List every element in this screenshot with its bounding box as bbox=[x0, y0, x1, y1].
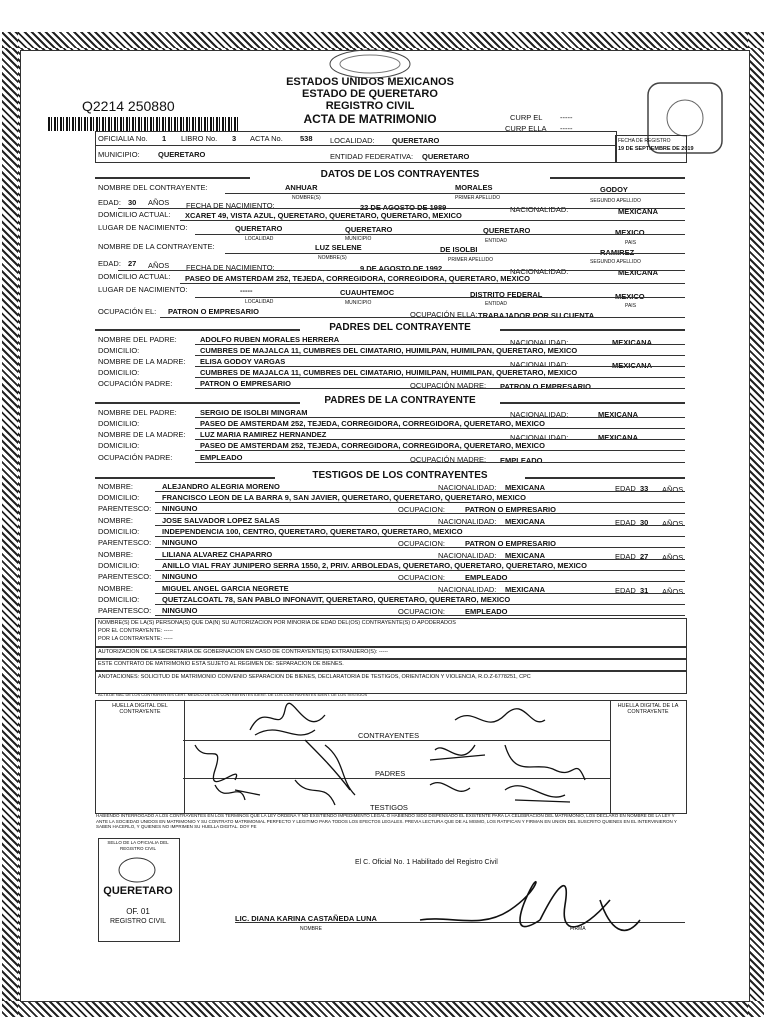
testigo-parentesco: NINGUNO bbox=[162, 606, 198, 615]
label-testigo-nacionalidad: NACIONALIDAD: bbox=[438, 517, 497, 526]
padre-el-nacionalidad: MEXICANA bbox=[612, 338, 653, 347]
label-testigo-nombre: NOMBRE: bbox=[98, 550, 134, 559]
ella-lugar-localidad: ----- bbox=[240, 286, 253, 295]
padre-ella-ocupacion: EMPLEADO bbox=[200, 453, 243, 462]
acta-value: 538 bbox=[300, 134, 313, 143]
padre-ella-nombre: SERGIO DE ISOLBI MINGRAM bbox=[200, 408, 308, 417]
label-lugar-nac: LUGAR DE NACIMIENTO: bbox=[98, 223, 188, 232]
label-nacionalidad-ella: NACIONALIDAD: bbox=[510, 267, 569, 276]
el-lugar-municipio: QUERETARO bbox=[345, 225, 393, 234]
handwritten-signatures bbox=[185, 700, 605, 812]
localidad-value: QUERETARO bbox=[392, 136, 440, 145]
testigo-ocupacion: EMPLEADO bbox=[465, 573, 508, 582]
label-nac-madre-el: NACIONALIDAD: bbox=[510, 360, 569, 369]
label-nombre-padre: NOMBRE DEL PADRE: bbox=[98, 335, 177, 344]
ella-domicilio: PASEO DE AMSTERDAM 252, TEJEDA, CORREGIDORA, CORREGIDORA, QUERETARO, MEXICO bbox=[185, 274, 530, 283]
label-testigo-nombre: NOMBRE: bbox=[98, 584, 134, 593]
label-domicilio-madre-el: DOMICILIO: bbox=[98, 368, 140, 377]
label-nombre-contrayente: NOMBRE DEL CONTRAYENTE: bbox=[98, 183, 208, 192]
oficial-caption: El C. Oficial No. 1 Habilitado del Registro Civil bbox=[355, 859, 498, 866]
caption-localidad-ella: LOCALIDAD bbox=[245, 299, 274, 305]
label-domicilio-actual: DOMICILIO ACTUAL: bbox=[98, 210, 171, 219]
label-testigo-edad: EDAD bbox=[615, 484, 636, 493]
label-testigo-domicilio: DOMICILIO: bbox=[98, 595, 140, 604]
testigo-edad: 31 bbox=[640, 586, 649, 595]
label-testigos: TESTIGOS bbox=[370, 803, 408, 812]
autorizacion-text: NOMBRE(S) DE LA(S) PERSONA(S) QUE DA(N) SU AUTORIZACION POR MINORIA DE EDAD DEL(OS) CONTRAYENTE(S) O APODERADOS bbox=[98, 620, 456, 626]
testigo-nacionalidad: MEXICANA bbox=[505, 483, 546, 492]
caption-primer-apellido: PRIMER APELLIDO bbox=[455, 195, 501, 201]
testigo-edad: 33 bbox=[640, 484, 649, 493]
libro-label: LIBRO No. bbox=[181, 134, 218, 143]
label-nombre-madre-ella: NOMBRE DE LA MADRE: bbox=[98, 430, 186, 439]
madre-el-nombre: ELISA GODOY VARGAS bbox=[200, 357, 286, 366]
label-ocup-padre-el: OCUPACIÓN PADRE: bbox=[98, 379, 173, 388]
caption-municipio-ella: MUNICIPIO bbox=[345, 300, 372, 306]
label-testigo-edad: EDAD bbox=[615, 586, 636, 595]
el-nacionalidad: MEXICANA bbox=[618, 207, 659, 216]
oficial-signature bbox=[410, 860, 650, 945]
caption-entidad-ella: ENTIDAD bbox=[485, 301, 507, 307]
label-testigo-parentesco: PARENTESCO: bbox=[98, 572, 152, 581]
label-testigo-parentesco: PARENTESCO: bbox=[98, 606, 152, 615]
label-testigo-parentesco: PARENTESCO: bbox=[98, 538, 152, 547]
madre-el-domicilio: CUMBRES DE MAJALCA 11, CUMBRES DEL CIMATARIO, HUIMILPAN, HUIMILPAN, QUERETARO, MEXICO bbox=[200, 368, 578, 377]
caption-municipio: MUNICIPIO bbox=[345, 236, 372, 242]
label-testigo-anos: AÑOS bbox=[662, 485, 684, 494]
el-domicilio: XCARET 49, VISTA AZUL, QUERETARO, QUERETARO, QUERETARO, MEXICO bbox=[185, 211, 462, 220]
huella-el-label: HUELLA DIGITAL DEL CONTRAYENTE bbox=[112, 703, 168, 715]
regimen-text: ESTE CONTRATO DE MATRIMONIO ESTA SUJETO AL REGIMEN DE: SEPARACION DE BIENES. bbox=[98, 661, 344, 667]
label-testigo-domicilio: DOMICILIO: bbox=[98, 561, 140, 570]
testigo-parentesco: NINGUNO bbox=[162, 538, 198, 547]
curp-ella-value: ----- bbox=[560, 124, 573, 133]
testigo-parentesco: NINGUNO bbox=[162, 504, 198, 513]
testigo-nombre: JOSE SALVADOR LOPEZ SALAS bbox=[162, 516, 280, 525]
testigo-parentesco: NINGUNO bbox=[162, 572, 198, 581]
testigo-nombre: ALEJANDRO ALEGRIA MORENO bbox=[162, 482, 280, 491]
label-testigo-edad: EDAD bbox=[615, 552, 636, 561]
el-ocupacion: PATRON O EMPRESARIO bbox=[168, 307, 259, 316]
fecha-registro-label: FECHA DE REGISTRO bbox=[618, 138, 671, 144]
country-title: ESTADOS UNIDOS MEXICANOS bbox=[286, 76, 454, 88]
el-lugar-localidad: QUERETARO bbox=[235, 224, 283, 233]
label-testigo-anos: AÑOS bbox=[662, 519, 684, 528]
secretaria-text: AUTORIZACION DE LA SECRETARIA DE GOBERNACION EN CASO DE CONTRAYENTE(S) EXTRANJERO(S): ----- bbox=[98, 649, 389, 655]
curp-ella-label: CURP ELLA bbox=[505, 124, 547, 133]
caption-nombres: NOMBRE(S) bbox=[292, 195, 321, 201]
madre-ella-domicilio: PASEO DE AMSTERDAM 252, TEJEDA, CORREGIDORA, CORREGIDORA, QUERETARO, MEXICO bbox=[200, 441, 545, 450]
testigo-nombre: LILIANA ALVAREZ CHAPARRO bbox=[162, 550, 273, 559]
padre-ella-domicilio: PASEO DE AMSTERDAM 252, TEJEDA, CORREGIDORA, CORREGIDORA, QUERETARO, MEXICO bbox=[200, 419, 545, 428]
state-title: ESTADO DE QUERETARO bbox=[302, 88, 438, 100]
testigo-domicilio: FRANCISCO LEON DE LA BARRA 9, SAN JAVIER, QUERETARO, QUERETARO, QUERETARO, MEXICO bbox=[162, 493, 526, 502]
oficialia-label: OFICIALIA No. bbox=[98, 134, 148, 143]
seal-queretaro: QUERETARO bbox=[103, 885, 173, 897]
label-testigo-ocupacion: OCUPACION: bbox=[398, 539, 445, 548]
section-padres-el: PADRES DEL CONTRAYENTE bbox=[300, 322, 500, 333]
testigo-nacionalidad: MEXICANA bbox=[505, 551, 546, 560]
el-apellido2: GODOY bbox=[600, 185, 628, 194]
ella-lugar-entidad: DISTRITO FEDERAL bbox=[470, 290, 543, 299]
caption-pais-ella: PAIS bbox=[625, 303, 637, 309]
state-seal bbox=[315, 42, 425, 78]
label-domicilio-padre-el: DOMICILIO: bbox=[98, 346, 140, 355]
label-testigo-nacionalidad: NACIONALIDAD: bbox=[438, 585, 497, 594]
label-testigo-ocupacion: OCUPACION: bbox=[398, 607, 445, 616]
caption-segundo-apellido: SEGUNDO APELLIDO bbox=[590, 198, 641, 204]
testigo-ocupacion: PATRON O EMPRESARIO bbox=[465, 505, 556, 514]
ella-apellido2: RAMIREZ bbox=[600, 248, 635, 257]
ella-ocupacion: TRABAJADOR POR SU CUENTA bbox=[478, 311, 595, 320]
label-padres: PADRES bbox=[375, 769, 406, 778]
label-domicilio-padre-ella: DOMICILIO: bbox=[98, 419, 140, 428]
legal-statement: HABIENDO INTERROGADO A LOS CONTRAYENTES EN LOS TERMINOS QUE LA LEY ORDENA Y NO EXISTIENDO IMPEDIMENTO LEGAL O HABIENDO SIDO DISPENSADO EL EXISTENTE PARA LA CELEBRACION DEL MATRIMONIO, LOS DECLARO EN NOMBRE DE LA LEY Y ANTE LA SOCIEDAD UNIDOS EN MATRIMONIO Y SU CONTRATO MATRIMONIAL PERFECTO Y LEGITIMO PARA TODOS LOS EFECTOS LEGALES. PREVIA LECTURA QUE DE AL MISMO, LOS RATIFICAN Y FIRMAN EN UNION DEL SUSCRITO QUIENES EN EL INTERVINIERON Y SABEN HACERLO, Y QUIENES NO IMPRIMEN SU HUELLA DIGITAL. DOY FE bbox=[96, 813, 677, 829]
huella-ella-label: HUELLA DIGITAL DE LA CONTRAYENTE bbox=[617, 703, 679, 715]
label-ocup-madre-ella: OCUPACIÓN MADRE: bbox=[410, 455, 487, 464]
curp-el-value: ----- bbox=[560, 113, 573, 122]
label-testigo-anos: AÑOS bbox=[662, 587, 684, 596]
label-testigo-parentesco: PARENTESCO: bbox=[98, 504, 152, 513]
testigo-nacionalidad: MEXICANA bbox=[505, 585, 546, 594]
serial-number: Q2214 250880 bbox=[82, 98, 175, 114]
section-testigos: TESTIGOS DE LOS CONTRAYENTES bbox=[275, 470, 525, 481]
testigo-nombre: MIGUEL ANGEL GARCIA NEGRETE bbox=[162, 584, 289, 593]
madre-el-ocupacion: PATRON O EMPRESARIO bbox=[500, 382, 591, 391]
testigo-edad: 27 bbox=[640, 552, 649, 561]
label-testigo-nacionalidad: NACIONALIDAD: bbox=[438, 551, 497, 560]
caption-pais: PAIS bbox=[625, 240, 637, 246]
sello-label: SELLO DE LA OFICIALIA DEL REGISTRO CIVIL bbox=[107, 840, 169, 851]
label-nac-padre-ella: NACIONALIDAD: bbox=[510, 410, 569, 419]
localidad-label: LOCALIDAD: bbox=[330, 136, 375, 145]
caption-primer-ella: PRIMER APELLIDO bbox=[448, 257, 494, 263]
padre-el-ocupacion: PATRON O EMPRESARIO bbox=[200, 379, 291, 388]
madre-ella-nacionalidad: MEXICANA bbox=[598, 433, 639, 442]
label-testigo-domicilio: DOMICILIO: bbox=[98, 493, 140, 502]
el-apellido1: MORALES bbox=[455, 183, 493, 192]
testigo-domicilio: ANILLO VIAL FRAY JUNIPERO SERRA 1550, 2, PRIV. ARBOLEDAS, QUERETARO, QUERETARO, QUERETARO, MEXICO bbox=[162, 561, 587, 570]
madre-ella-nombre: LUZ MARIA RAMIREZ HERNANDEZ bbox=[200, 430, 327, 439]
fecha-registro-value: 19 DE SEPTIEMBRE DE 2019 bbox=[618, 146, 694, 152]
seal-office: OF. 01 bbox=[126, 907, 150, 916]
el-fecha-nac: 22 DE AGOSTO DE 1989 bbox=[360, 203, 447, 212]
huella-el-box bbox=[95, 700, 185, 814]
ella-nacionalidad: MEXICANA bbox=[618, 268, 659, 277]
label-ocupacion-el: OCUPACIÓN EL: bbox=[98, 307, 157, 316]
label-edad: EDAD: bbox=[98, 198, 121, 207]
caption-entidad: ENTIDAD bbox=[485, 238, 507, 244]
label-nombre-madre: NOMBRE DE LA MADRE: bbox=[98, 357, 186, 366]
label-testigo-edad: EDAD bbox=[615, 518, 636, 527]
madre-el-nacionalidad: MEXICANA bbox=[612, 361, 653, 370]
label-testigo-nombre: NOMBRE: bbox=[98, 516, 134, 525]
label-lugar-nac-ella: LUGAR DE NACIMIENTO: bbox=[98, 285, 188, 294]
municipio-value: QUERETARO bbox=[158, 150, 206, 159]
section-contrayentes: DATOS DE LOS CONTRAYENTES bbox=[250, 169, 550, 180]
padre-ella-nacionalidad: MEXICANA bbox=[598, 410, 639, 419]
padre-el-domicilio: CUMBRES DE MAJALCA 11, CUMBRES DEL CIMATARIO, HUIMILPAN, HUIMILPAN, QUERETARO, MEXICO bbox=[200, 346, 578, 355]
label-nombre-contrayente-ella: NOMBRE DE LA CONTRAYENTE: bbox=[98, 242, 215, 251]
label-fecha-nac-ella: FECHA DE NACIMIENTO: bbox=[186, 263, 275, 272]
label-ocup-madre-el: OCUPACIÓN MADRE: bbox=[410, 381, 487, 390]
acta-label: ACTA No. bbox=[250, 134, 283, 143]
label-nombre-padre-ella: NOMBRE DEL PADRE: bbox=[98, 408, 177, 417]
label-testigo-ocupacion: OCUPACION: bbox=[398, 573, 445, 582]
caption-firma: FIRMA bbox=[570, 926, 586, 932]
label-nac-madre-ella: NACIONALIDAD: bbox=[510, 433, 569, 442]
testigo-nacionalidad: MEXICANA bbox=[505, 517, 546, 526]
label-testigo-nombre: NOMBRE: bbox=[98, 482, 134, 491]
por-la-contrayente: POR LA CONTRAYENTE: ----- bbox=[98, 636, 173, 642]
ella-fecha-nac: 9 DE AGOSTO DE 1992 bbox=[360, 264, 443, 273]
barcode bbox=[48, 117, 240, 131]
oficialia-value: 1 bbox=[162, 134, 167, 143]
por-el-contrayente: POR EL CONTRAYENTE: ----- bbox=[98, 628, 173, 634]
label-nacionalidad: NACIONALIDAD: bbox=[510, 205, 569, 214]
section-padres-ella: PADRES DE LA CONTRAYENTE bbox=[300, 395, 500, 406]
document-title: ACTA DE MATRIMONIO bbox=[303, 112, 437, 126]
label-ocupacion-ella: OCUPACIÓN ELLA: bbox=[410, 310, 478, 319]
label-testigo-domicilio: DOMICILIO: bbox=[98, 527, 140, 536]
caption-nombre: NOMBRE bbox=[300, 926, 322, 932]
anotaciones-text: ANOTACIONES: SOLICITUD DE MATRIMONIO CONVENIO SEPARACION DE BIENES, DECLARATORIA DE TESTIGOS, ORIENTACION Y VIOLENCIA, R.O.Z-6778251, CPC bbox=[98, 674, 531, 680]
el-nombre: ANHUAR bbox=[285, 183, 318, 192]
testigo-domicilio: INDEPENDENCIA 100, CENTRO, QUERETARO, QUERETARO, QUERETARO, MEXICO bbox=[162, 527, 463, 536]
label-nac-padre-el: NACIONALIDAD: bbox=[510, 338, 569, 347]
registry-title: REGISTRO CIVIL bbox=[325, 100, 415, 112]
label-domicilio-madre-ella: DOMICILIO: bbox=[98, 441, 140, 450]
label-anos-ella: AÑOS bbox=[148, 261, 170, 270]
el-lugar-pais: MEXICO bbox=[615, 228, 645, 237]
label-testigo-anos: AÑOS bbox=[662, 553, 684, 562]
seal-emblem bbox=[110, 855, 165, 885]
padre-el-nombre: ADOLFO RUBEN MORALES HERRERA bbox=[200, 335, 340, 344]
label-testigo-nacionalidad: NACIONALIDAD: bbox=[438, 483, 497, 492]
caption-localidad: LOCALIDAD bbox=[245, 236, 274, 242]
caption-segundo-ella: SEGUNDO APELLIDO bbox=[590, 259, 641, 265]
huella-ella-box bbox=[610, 700, 687, 814]
label-contrayentes: CONTRAYENTES bbox=[358, 731, 420, 740]
ella-lugar-pais: MEXICO bbox=[615, 292, 645, 301]
el-lugar-entidad: QUERETARO bbox=[483, 226, 531, 235]
testigo-ocupacion: EMPLEADO bbox=[465, 607, 508, 616]
documentos-text: ACTA DE NAC DE LOS CONTRAYENTES CERT. MEDICO DE LOS CONTRAYENTES IDENT. DE LOS CONTRAYENTES IDENT. DE LOS TESTIGOS bbox=[98, 692, 368, 697]
testigo-domicilio: QUETZALCOATL 78, SAN PABLO INFONAVIT, QUERETARO, QUERETARO, QUERETARO, MEXICO bbox=[162, 595, 511, 604]
caption-nombres-ella: NOMBRE(S) bbox=[318, 255, 347, 261]
libro-value: 3 bbox=[232, 134, 237, 143]
label-ocup-padre-ella: OCUPACIÓN PADRE: bbox=[98, 453, 173, 462]
testigo-edad: 30 bbox=[640, 518, 649, 527]
entidad-value: QUERETARO bbox=[422, 152, 470, 161]
ella-edad: 27 bbox=[128, 259, 137, 268]
el-edad: 30 bbox=[128, 198, 137, 207]
label-edad-ella: EDAD: bbox=[98, 259, 121, 268]
testigo-ocupacion: PATRON O EMPRESARIO bbox=[465, 539, 556, 548]
oficial-nombre: LIC. DIANA KARINA CASTAÑEDA LUNA bbox=[235, 914, 377, 923]
label-fecha-nac: FECHA DE NACIMIENTO: bbox=[186, 201, 275, 210]
municipio-label: MUNICIPIO: bbox=[98, 150, 140, 159]
entidad-label: ENTIDAD FEDERATIVA: bbox=[330, 152, 414, 161]
label-testigo-ocupacion: OCUPACION: bbox=[398, 505, 445, 514]
label-domicilio-actual-ella: DOMICILIO ACTUAL: bbox=[98, 272, 171, 281]
label-anos: AÑOS bbox=[148, 198, 170, 207]
curp-el-label: CURP EL bbox=[510, 113, 543, 122]
ella-lugar-municipio: CUAUHTEMOC bbox=[340, 288, 395, 297]
madre-ella-ocupacion: EMPLEADO bbox=[500, 456, 543, 465]
seal-registry: REGISTRO CIVIL bbox=[109, 918, 166, 925]
ella-nombre: LUZ SELENE bbox=[315, 243, 362, 252]
ella-apellido1: DE ISOLBI bbox=[440, 245, 478, 254]
